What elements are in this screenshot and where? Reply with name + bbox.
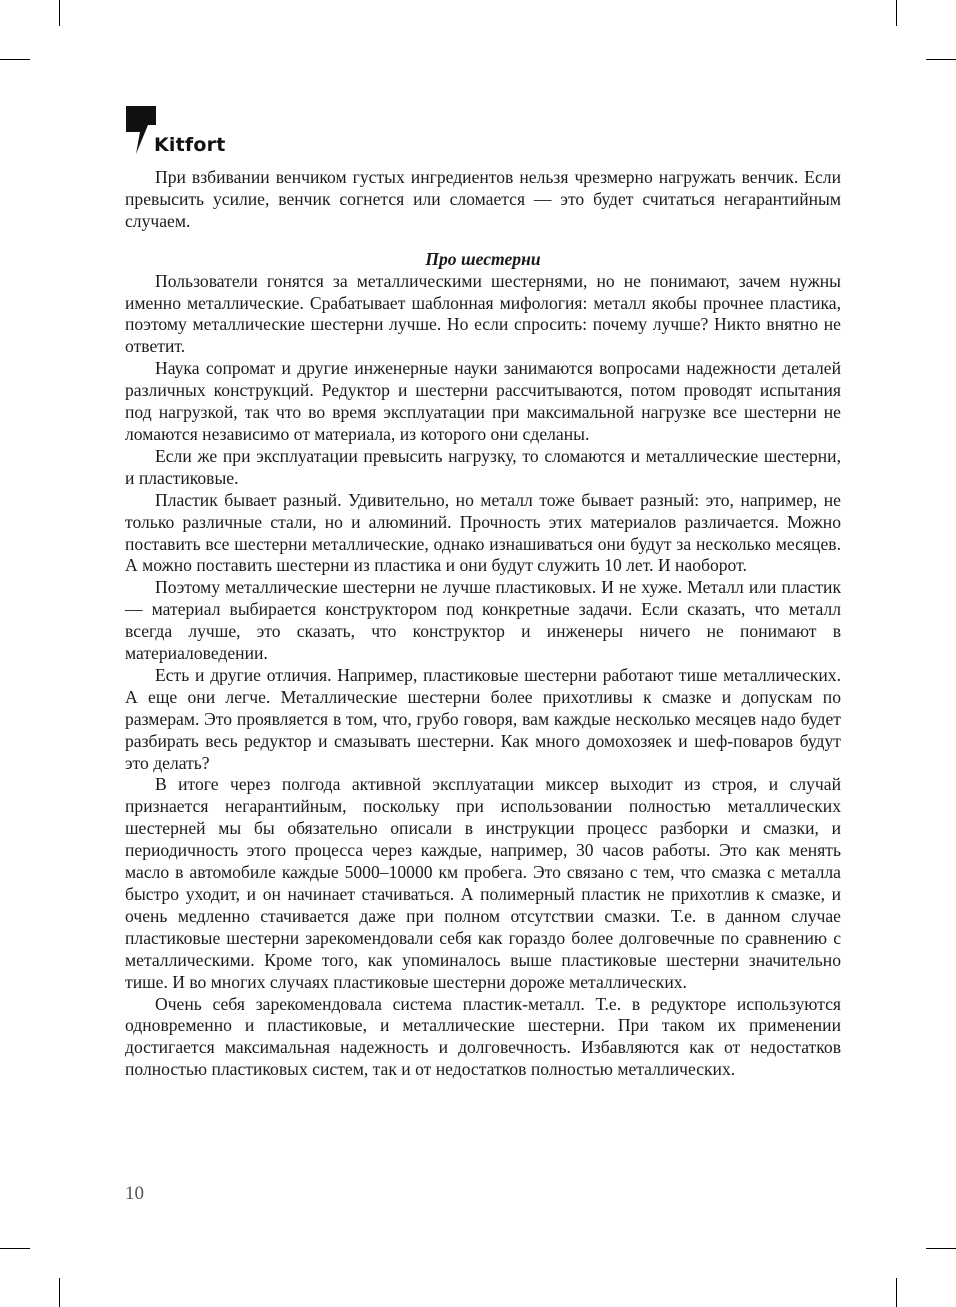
crop-mark-bottom-left [59,1278,60,1307]
crop-mark-left-top [0,59,30,60]
section-title: Про шестерни [425,248,541,269]
paragraph: Наука сопромат и другие инженерные науки занимаются вопросами надежности деталей различных конструкций. Редуктор и шестерни рассчитываются, потом проводят испытания под нагрузкой, так что во время эксплуатации при максимальной нагрузке все шестерни не ломаются независимо от материала, из которого они сделаны. [125,358,841,444]
crop-mark-right-top [926,59,956,60]
brand-name: Kitfort [154,134,226,156]
paragraph: Очень себя зарекомендовала система пластик-металл. Т.е. в редукторе используются одновременно и пластиковые, и металлические шестерни. При таком их применении достигается максимальная надежность и долговечность. Избавляются как от недостатков полностью пластиковых систем, так и от недостатков полностью металлических. [125,993,841,1080]
paragraph: Если же при эксплуатации превысить нагрузку, то сломаются и металлические шестерни, и пластиковые. [125,445,841,488]
page-text [125,167,841,1081]
crop-mark-right-bottom [926,1248,956,1249]
crop-mark-left-bottom [0,1248,30,1249]
paragraph: Есть и другие отличия. Например, пластиковые шестерни работают тише металлических. А еще они легче. Металлические шестерни более прихотливы к смазке и допускам по размерам. Это проявляется в том, что, грубо говоря, вам каждые несколько месяцев надо будет разбирать весь редуктор и смазывать шестерни. Как много домохозяек и шеф-поваров будут это делать? [125,664,841,773]
crop-mark-bottom-right [896,1278,897,1307]
paragraph: Пользователи гонятся за металлическими шестернями, но не понимают, зачем нужны именно металлические. Срабатывает шаблонная мифология: металл якобы прочнее пластика, поэтому металлические шестерни лучше. Но если спросить: почему лучше? Никто внятно не ответит. [125,270,841,357]
page-number: 10 [125,1183,144,1204]
intro-paragraph: При взбивании венчиком густых ингредиентов нельзя чрезмерно нагружать венчик. Если превысить усилие, венчик согнется или сломается — это будет считаться негарантийным случаем. [125,167,841,231]
crop-mark-top-left [59,0,60,26]
kitfort-mark-icon [126,106,156,156]
paragraph: В итоге через полгода активной эксплуатации миксер выходит из строя, и случай признается негарантийным, поскольку при использовании полностью металлических шестерней мы бы обязательно описали в инструкции процесс разборки и смазки, и периодичность этого процесса через каждые, например, 30 часов работы. Это как менять масло в автомобиле каждые 5000–10000 км пробега. Это связано с тем, что смазка с металла быстро уходит, и он начинает стачиваться. А полимерный пластик не прихотлив к смазке, и очень медленно стачивается даже при полном отсутствии смазки. Т.е. в данном случае пластиковые шестерни зарекомендовали себя как гораздо более долговечные по сравнению с металлическими. Кроме того, как упоминалось выше пластиковые шестерни значительно тише. И во многих случаях пластиковые шестерни дороже металлических. [125,774,841,992]
paragraph: Пластик бывает разный. Удивительно, но металл тоже бывает разный: это, например, не только различные стали, но и алюминий. Прочность этих материалов различается. Можно поставить все шестерни металлические, однако изнашиваться они будут за несколько месяцев. А можно поставить шестерни из пластика и они будут служить 10 лет. И наоборот. [125,489,841,576]
paragraph: Поэтому металлические шестерни не лучше пластиковых. И не хуже. Металл или пластик — материал выбирается конструктором под конкретные задачи. Если сказать, что металл всегда лучше, это сказать, что конструктор и инженеры ничего не понимают в материаловедении. [125,577,841,664]
crop-mark-top-right [896,0,897,26]
